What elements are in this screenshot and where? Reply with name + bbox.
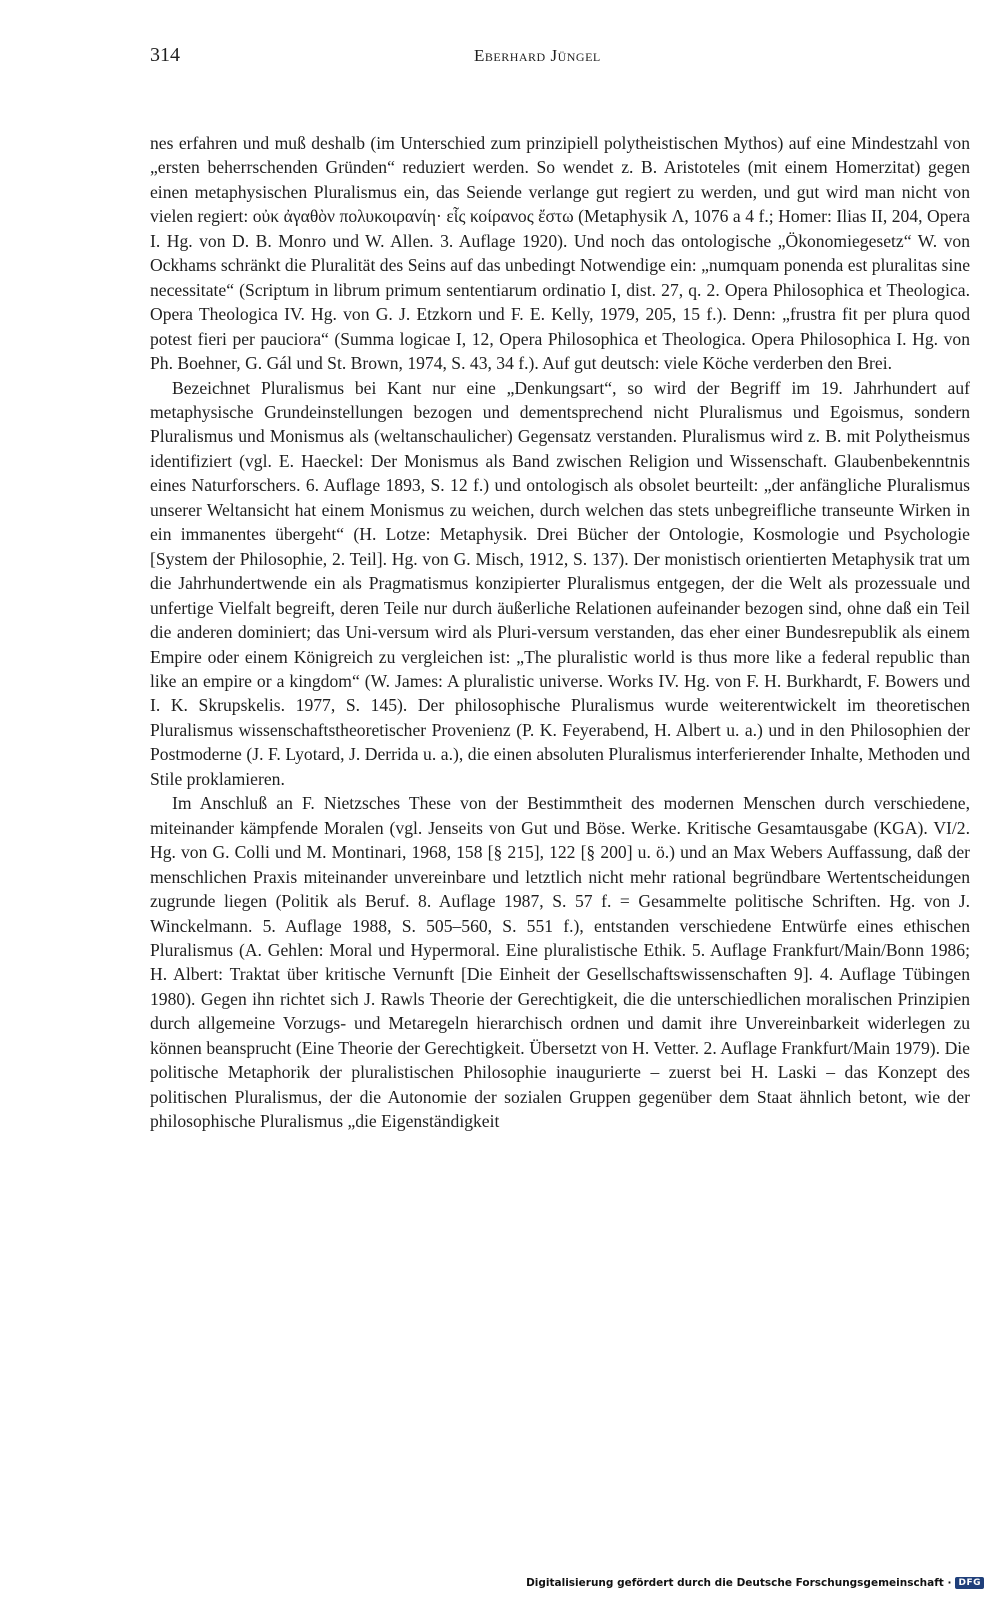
digitization-footer bbox=[526, 1575, 984, 1591]
running-head: Eberhard Jüngel bbox=[474, 46, 601, 65]
page-header bbox=[144, 44, 964, 74]
page-number: 314 bbox=[150, 44, 180, 66]
dfg-logo-icon: DFG bbox=[955, 1577, 984, 1589]
paragraph-2: Bezeichnet Pluralismus bei Kant nur eine „Denkungsart“, so wird der Begriff im 19. Jahrhundert auf metaphysische Grundeinstellungen bezogen und dementsprechend nicht Pluralismus und Egoismus, sondern Pluralismus und Monismus als (weltanschaulicher) Gegensatz verstanden. Pluralismus wird z. B. mit Polytheismus identifiziert (vgl. E. Haeckel: Der Monismus als Band zwischen Religion und Wissenschaft. Glaubenbekenntnis eines Naturforschers. 6. Auflage 1893, S. 12 f.) und ontologisch als obsolet beurteilt: „der anfängliche Pluralismus unserer Weltansicht hat einem Monismus zu weichen, durch welchen das stets unbegreifliche transeunte Wirken in ein immanentes übergeht“ (H. Lotze: Metaphysik. Drei Bücher der Ontologie, Kosmologie und Psychologie [System der Philosophie, 2. Teil]. Hg. von G. Misch, 1912, S. 137). Der monistisch orientierten Metaphysik trat um die Jahrhundertwende ein als Pragmatismus konzipierter Pluralismus entgegen, der die Welt als prozessuale und unfertige Vielfalt begreift, deren Teile nur durch äußerliche Relationen aufeinander bezogen sind, ohne daß ein Teil die anderen dominiert; das Uni-versum wird als Pluri-versum verstanden, das eher einer Bundesrepublik als einem Empire oder einem Königreich zu vergleichen ist: „The pluralistic world is thus more like a federal republic than like an empire or a kingdom“ (W. James: A pluralistic universe. Works IV. Hg. von F. H. Burkhardt, F. Bowers und I. K. Skrupskelis. 1977, S. 145). Der philosophische Pluralismus wurde weiterentwickelt im theoretischen Pluralismus wissenschaftstheoretischer Provenienz (P. K. Feyerabend, H. Albert u. a.) und in den Philosophien der Postmoderne (J. F. Lyotard, J. Derrida u. a.), die einen absoluten Pluralismus interferierender Inhalte, Methoden und Stile proklamieren. bbox=[150, 377, 970, 789]
body-text bbox=[150, 131, 970, 1134]
digitization-notice: Digitalisierung gefördert durch die Deutsche Forschungsgemeinschaft · bbox=[526, 1577, 952, 1589]
paragraph-3: Im Anschluß an F. Nietzsches These von der Bestimmtheit des modernen Menschen durch verschiedene, miteinander kämpfende Moralen (vgl. Jenseits von Gut und Böse. Werke. Kritische Gesamtausgabe (KGA). VI/2. Hg. von G. Colli und M. Montinari, 1968, 158 [§ 215], 122 [§ 200] u. ö.) und an Max Webers Auffassung, daß der menschlichen Praxis miteinander unvereinbare und letztlich nicht mehr rational begründbare Wertentscheidungen zugrunde liegen (Politik als Beruf. 8. Auflage 1987, S. 57 f. = Gesammelte politische Schriften. Hg. von J. Winckelmann. 5. Auflage 1988, S. 505–560, S. 551 f.), entstanden verschiedene Entwürfe eines ethischen Pluralismus (A. Gehlen: Moral und Hypermoral. Eine pluralistische Ethik. 5. Auflage Frankfurt/Main/Bonn 1986; H. Albert: Traktat über kritische Vernunft [Die Einheit der Gesellschaftswissenschaften 9]. 4. Auflage Tübingen 1980). Gegen ihn richtet sich J. Rawls Theorie der Gerechtigkeit, die die unterschiedlichen moralischen Prinzipien durch allgemeine Vorzugs- und Metaregeln hierarchisch ordnen und damit ihre Unvereinbarkeit widerlegen zu können beansprucht (Eine Theorie der Gerechtigkeit. Übersetzt von H. Vetter. 2. Auflage Frankfurt/Main 1979). Die politische Metaphorik der pluralistischen Philosophie inaugurierte – zuerst bei H. Laski – das Konzept des politischen Pluralismus, der die Autonomie der sozialen Gruppen gegenüber dem Staat ähnlich betont, wie der philosophische Pluralismus „die Eigenständigkeit bbox=[150, 793, 970, 1132]
paragraph-1: nes erfahren und muß deshalb (im Unterschied zum prinzipiell polytheistischen Mythos) auf eine Mindestzahl von „ersten beherrschenden Gründen“ reduziert werden. So wendet z. B. Aristoteles (mit einem Homerzitat) gegen einen metaphysischen Pluralismus ein, das Seiende verlange gut regiert zu werden, und gut wird man nicht von vielen regiert: οὐκ ἀγαθὸν πολυκοιρανίη· εἷς κοίρανος ἔστω (Metaphysik Λ, 1076 a 4 f.; Homer: Ilias II, 204, Opera I. Hg. von D. B. Monro und W. Allen. 3. Auflage 1920). Und noch das ontologische „Ökonomiegesetz“ W. von Ockhams schränkt die Pluralität des Seins auf das unbedingt Notwendige ein: „numquam ponenda est pluralitas sine necessitate“ (Scriptum in librum primum sententiarum ordinatio I, dist. 27, q. 2. Opera Philosophica et Theologica. Opera Theologica IV. Hg. von G. J. Etzkorn und F. E. Kelly, 1979, 205, 15 f.). Denn: „frustra fit per plura quod potest fieri per pauciora“ (Summa logicae I, 12, Opera Philosophica et Theologica. Opera Philosophica I. Hg. von Ph. Boehner, G. Gál und St. Brown, 1974, S. 43, 34 f.). Auf gut deutsch: viele Köche verderben den Brei. bbox=[150, 133, 970, 374]
